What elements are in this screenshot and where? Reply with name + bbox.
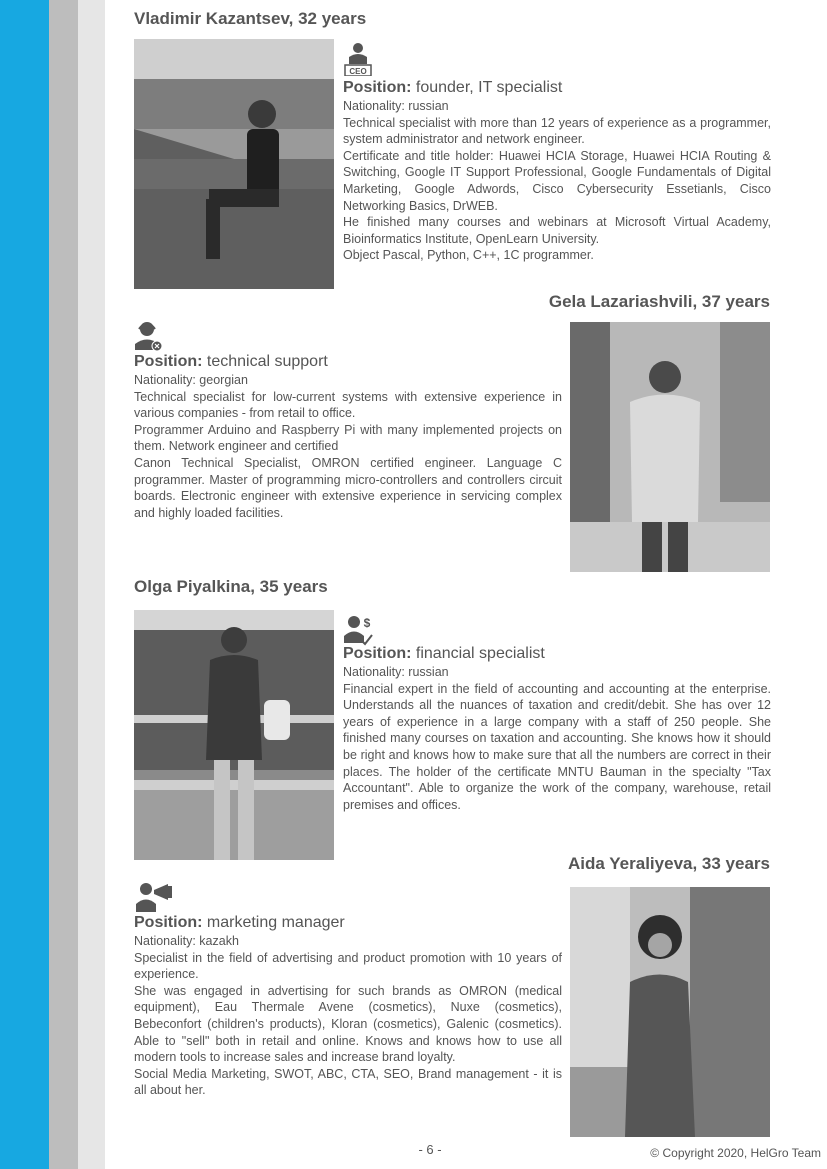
- person-1-nationality: Nationality: russian: [343, 99, 449, 113]
- person-2-nationality: Nationality: georgian: [134, 373, 248, 387]
- person-2-photo: [570, 322, 770, 572]
- megaphone-person-icon: [134, 880, 176, 914]
- person-1-paragraph: He finished many courses and webinars at Microsoft Virtual Academy, Bioinformatics Institute, OpenLearn University.: [343, 215, 771, 246]
- person-2-paragraph: Canon Technical Specialist, OMRON certified engineer. Language C programmer. Master of programming micro-controllers and controllers circuit boards. Electronic engineer with extensive experience in servicing complex and highly loaded facilities.: [134, 455, 562, 520]
- person-4-paragraph: Specialist in the field of advertising and product promotion with 10 years of experience.: [134, 950, 562, 982]
- person-4-paragraph: Social Media Marketing, SWOT, ABC, CTA, SEO, Brand management - it is all about her.: [134, 1066, 562, 1098]
- person-2-position: Position: technical support: [134, 353, 328, 370]
- page-number: - 6 -: [418, 1142, 442, 1157]
- person-2-paragraph: Technical specialist for low-current systems with extensive experience in various companies - from retail to office.: [134, 389, 562, 421]
- person-3-details: [343, 644, 771, 813]
- svg-text:$: $: [363, 616, 371, 630]
- person-2-paragraph: Programmer Arduino and Raspberry Pi with many implemented projects on them. Network engineer and certified: [134, 422, 562, 454]
- headset-support-icon: [134, 318, 164, 352]
- person-1-paragraph: Technical specialist with more than 12 years of experience as a programmer, system administrator and network engineer.: [343, 115, 771, 147]
- finance-person-icon: [343, 613, 373, 647]
- left-light-band: [78, 0, 105, 1169]
- left-blue-band: [0, 0, 49, 1169]
- person-1-name: Vladimir Kazantsev, 32 years: [134, 9, 367, 28]
- person-4-name: Aida Yeraliyeva, 33 years: [568, 854, 770, 873]
- person-3-paragraph: Financial expert in the field of accounting and accounting at the enterprise. Understands all the nuances of taxation and credit/debit. She has over 12 years of experience in a large company with a staff of 250 people. She finished many courses on taxation and accounting. She knows how it should be right and knows how to make sure that all the numbers are correct in their places. The holder of the certificate MNTU Bauman in the specialty "Tax Accountant". Able to organize the work of the company, warehouse, retail premises and offices.: [343, 681, 771, 812]
- person-3-photo: [134, 610, 334, 860]
- svg-text:CEO: CEO: [349, 67, 367, 76]
- person-2-name: Gela Lazariashvili, 37 years: [548, 292, 770, 311]
- left-grey-band: [49, 0, 78, 1169]
- ceo-icon: [343, 42, 373, 76]
- person-4-nationality: Nationality: kazakh: [134, 934, 239, 948]
- person-1-details: [343, 78, 771, 264]
- copyright-notice: © Copyright 2020, HelGro Team: [650, 1146, 821, 1160]
- person-4-paragraph: She was engaged in advertising for such brands as OMRON (medical equipment), Eau Thermale Avene (cosmetics), Nuxe (cosmetics), Bebeconfort (children's products), Kloran (cosmetics), Galenic (cosmetics). Able to "sell" both in retail and online. Knows and knows how to use all modern tools to increase sales and increase brand loyalty.: [134, 983, 562, 1065]
- person-1-paragraph: Certificate and title holder: Huawei HCIA Storage, Huawei HCIA Routing & Switching, Google IT Support Professional, Google Fundamentals of Digital Marketing, Google Adwords, Cisco Cybersecurity Essetianls, Cisco Networking Basics, DrWEB.: [343, 148, 771, 213]
- person-1-photo: [134, 39, 334, 289]
- person-4-photo: [570, 887, 770, 1137]
- person-1-paragraph: Object Pascal, Python, C++, 1C programmer.: [343, 248, 594, 263]
- person-3-nationality: Nationality: russian: [343, 665, 449, 679]
- person-3-position: Position: financial specialist: [343, 645, 545, 662]
- person-4-details: [134, 913, 562, 1099]
- person-1-position: Position: founder, IT specialist: [343, 79, 563, 96]
- person-3-name: Olga Piyalkina, 35 years: [134, 577, 328, 596]
- person-4-position: Position: marketing manager: [134, 914, 345, 931]
- person-2-details: [134, 352, 562, 521]
